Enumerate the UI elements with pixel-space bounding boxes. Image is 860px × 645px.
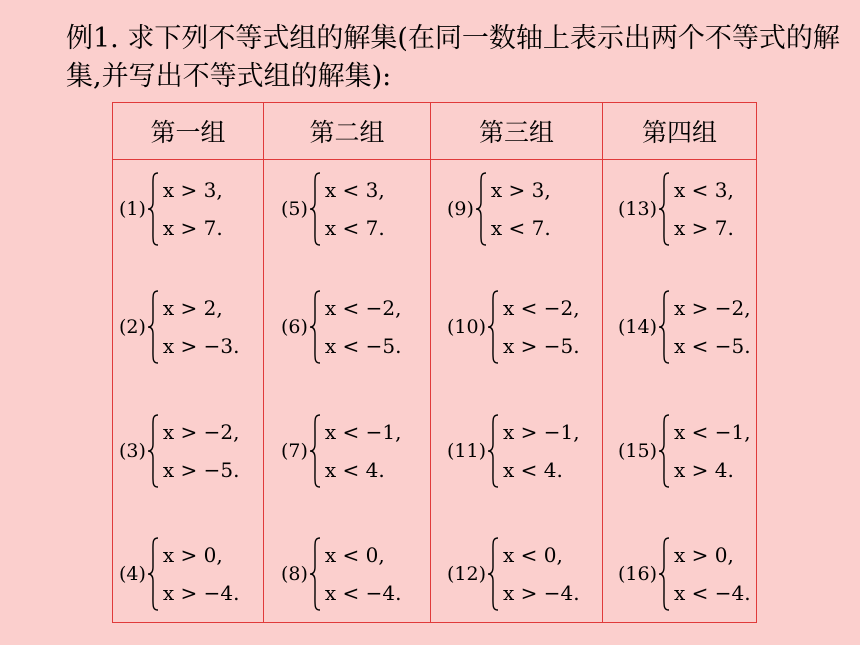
system-number: (6) (281, 316, 308, 338)
inequality-line: x < 4. (324, 458, 385, 482)
system-number: (4) (119, 563, 146, 585)
left-brace-icon (658, 414, 670, 488)
left-brace-icon (487, 290, 499, 364)
inequality-line: x > 3, (162, 178, 223, 202)
system-number: (16) (618, 563, 658, 585)
table-header (113, 102, 756, 160)
left-brace-icon (147, 290, 159, 364)
left-brace-icon (658, 172, 670, 246)
inequality-line: x > 0, (162, 543, 223, 567)
inequality-system (618, 172, 734, 246)
inequality-system (447, 290, 580, 364)
left-brace-icon (487, 537, 499, 611)
system-number: (9) (447, 198, 474, 220)
inequality-table (112, 102, 757, 623)
inequality-line: x < −4. (324, 581, 402, 605)
system-number: (14) (618, 316, 658, 338)
inequality-line: x > −1, (503, 420, 580, 444)
system-number: (2) (119, 316, 146, 338)
header-group-4: 第四组 (641, 118, 717, 147)
system-number: (12) (447, 563, 487, 585)
inequality-system (281, 414, 402, 488)
inequality-line: x > 0, (674, 543, 734, 567)
inequality-system (281, 537, 402, 611)
inequality-line: x < 7. (490, 216, 551, 240)
system-number: (15) (618, 440, 658, 462)
header-group-2: 第二组 (309, 118, 385, 147)
left-brace-icon (487, 414, 499, 488)
inequality-system (119, 172, 223, 246)
inequality-line: x > 3, (490, 178, 551, 202)
inequality-line: x > 7. (674, 216, 734, 240)
system-number: (1) (119, 198, 146, 220)
left-brace-icon (309, 537, 321, 611)
inequality-line: x > 4. (674, 458, 734, 482)
column-divider (602, 102, 603, 622)
inequality-line: x < −1, (324, 420, 402, 444)
inequality-system (119, 414, 240, 488)
inequality-line: x < −4. (674, 581, 751, 605)
inequality-system (618, 290, 751, 364)
inequality-system (618, 414, 751, 488)
system-number: (11) (447, 440, 487, 462)
inequality-line: x < −5. (324, 334, 402, 358)
left-brace-icon (658, 537, 670, 611)
inequality-line: x > 2, (162, 296, 223, 320)
header-group-1: 第一组 (150, 118, 226, 147)
system-number: (8) (281, 563, 308, 585)
inequality-system (447, 537, 580, 611)
inequality-line: x > −4. (503, 581, 580, 605)
column-divider (263, 102, 264, 622)
inequality-line: x < −5. (674, 334, 751, 358)
inequality-line: x > −2, (162, 420, 240, 444)
inequality-system (447, 172, 551, 246)
inequality-line: x > −4. (162, 581, 240, 605)
inequality-line: x < −2, (503, 296, 580, 320)
inequality-line: x < 3, (324, 178, 385, 202)
inequality-line: x < 4. (503, 458, 563, 482)
inequality-line: x > −5. (162, 458, 240, 482)
left-brace-icon (475, 172, 487, 246)
inequality-line: x < 7. (324, 216, 385, 240)
left-brace-icon (147, 537, 159, 611)
inequality-system (281, 290, 402, 364)
left-brace-icon (309, 290, 321, 364)
system-number: (13) (618, 198, 658, 220)
inequality-line: x > −5. (503, 334, 580, 358)
inequality-line: x < 0, (324, 543, 385, 567)
inequality-line: x > −3. (162, 334, 240, 358)
inequality-line: x < −2, (324, 296, 402, 320)
left-brace-icon (147, 172, 159, 246)
left-brace-icon (309, 414, 321, 488)
inequality-system (618, 537, 751, 611)
inequality-line: x < −1, (674, 420, 751, 444)
problem-statement: 例1. 求下列不等式组的解集(在同一数轴上表示出两个不等式的解集,并写出不等式组的解集): (66, 23, 840, 92)
header-group-3: 第三组 (478, 118, 554, 147)
inequality-system (447, 414, 580, 488)
inequality-line: x < 0, (503, 543, 563, 567)
column-divider (430, 102, 431, 622)
system-number: (3) (119, 440, 146, 462)
left-brace-icon (658, 290, 670, 364)
system-number: (10) (447, 316, 487, 338)
left-brace-icon (147, 414, 159, 488)
system-number: (7) (281, 440, 308, 462)
system-number: (5) (281, 198, 308, 220)
inequality-line: x > −2, (674, 296, 751, 320)
inequality-system (281, 172, 385, 246)
inequality-line: x > 7. (162, 216, 223, 240)
inequality-line: x < 3, (674, 178, 734, 202)
left-brace-icon (309, 172, 321, 246)
inequality-system (119, 290, 240, 364)
inequality-system (119, 537, 240, 611)
